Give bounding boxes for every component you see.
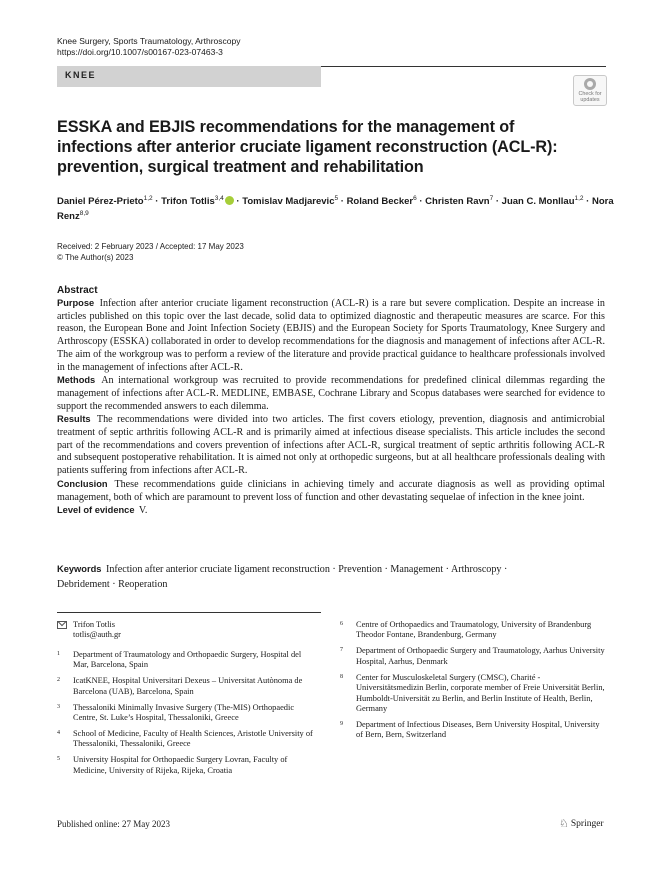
author-name: Trifon Totlis <box>161 196 215 207</box>
abstract-text: The recommendations were divided into two articles. The first covers etiology, prevention, diagnosis and antimicrobial treatment of septic arthritis following ACL-R and is primarily aimed at infectious disease specialists. This article includes the second part of the recommendations and covers prevention of infections after ACL-R, surgical treatment of septic arthritis following ACL-R and subsequent postoperative rehabilitation. It is aimed not only at orthopedic surgeons, but at all healthcare professionals dealing with patients suffering from infections after ACL-R. <box>57 414 606 477</box>
affiliation-number: 9 <box>340 721 343 728</box>
affiliation-number: 3 <box>57 703 60 710</box>
author-name: Daniel Pérez-Prieto <box>57 196 144 207</box>
section-divider <box>321 66 606 67</box>
affiliation <box>340 646 608 667</box>
affiliation-number: 8 <box>340 673 343 680</box>
abstract-label: Conclusion <box>57 478 108 489</box>
article-title: ESSKA and EBJIS recommendations for the management of infections after anterior cruciate ligament reconstruction (ACL-R): prevention, surgical treatment and rehabilitation <box>57 118 558 177</box>
abstract-text: These recommendations guide clinicians in achieving timely and accurate diagnosis as well as providing optimal management, both of which are paramount to prevent loss of function and other devastating sequelae of infection in the knee joint. <box>57 478 605 503</box>
abstract-label: Level of evidence <box>57 505 135 516</box>
affiliation-number: 6 <box>340 621 343 627</box>
corresponding-email[interactable]: totlis@auth.gr <box>73 630 121 640</box>
orcid-icon[interactable] <box>225 196 234 205</box>
author-affiliation-marker: 6 <box>413 195 417 202</box>
affiliation-text: University Hospital for Orthopaedic Surgery Lovran, Faculty of Medicine, University of Rijeka, Rijeka, Croatia <box>73 755 288 775</box>
affiliation <box>57 729 317 750</box>
author-list <box>57 194 617 224</box>
corresponding-author: Trifon Totlis <box>73 620 115 629</box>
author[interactable] <box>425 196 493 207</box>
author-separator: · <box>152 196 162 207</box>
footnotes-right <box>340 620 608 746</box>
author-name: Christen Ravn <box>425 196 490 207</box>
affiliation-number: 7 <box>340 647 343 654</box>
keywords <box>57 562 547 592</box>
affiliation-number: 5 <box>57 756 60 763</box>
keywords-label: Keywords <box>57 564 102 574</box>
abstract-text: An international workgroup was recruited to provide recommendations for predefined clinical dilemmas regarding the management of infections after ACL-R. MEDLINE, EMBASE, Cochrane Library and Scopus databases were searched for evidence to support the recommended answers to each dilemma. <box>57 375 605 412</box>
correspondence <box>57 620 317 641</box>
author[interactable] <box>161 196 234 207</box>
affiliation <box>57 676 317 697</box>
footnote-divider <box>57 612 321 613</box>
abstract-purpose <box>57 297 605 374</box>
journal-name: Knee Surgery, Sports Traumatology, Arthroscopy <box>57 36 241 46</box>
affiliation-number: 1 <box>57 650 60 657</box>
affiliation-text: Thessaloniki Minimally Invasive Surgery (The-MIS) Orthopaedic Centre, St. Luke’s Hospital, Thessaloniki, Greece <box>73 702 295 723</box>
abstract-heading: Abstract <box>57 285 98 296</box>
affiliation-text: IcatKNEE, Hospital Universitari Dexeus – Universitat Autònoma de Barcelona (UAB), Barcelona, Spain <box>73 676 303 696</box>
author-separator: · <box>233 196 243 207</box>
author-separator: · <box>338 196 347 207</box>
author-name: Juan C. Monllau <box>501 196 575 207</box>
affiliation <box>57 755 317 776</box>
envelope-icon <box>57 621 67 629</box>
check-updates-label: Check for updates <box>578 91 602 103</box>
abstract-body <box>57 297 605 518</box>
affiliation-text: Department of Orthopaedic Surgery and Traumatology, Aarhus University Hospital, Aarhus, Denmark <box>356 646 605 666</box>
affiliation-text: Centre of Orthopaedics and Traumatology, University of Brandenburg Theodor Fontane, Brandenburg, Germany <box>356 620 592 640</box>
abstract-text: Infection after anterior cruciate ligament reconstruction (ACL-R) is a rare but severe complication. Despite an increase in articles published on this topic over the last decade, solid data to optimized diagnostic and therapeutic measures are scarce. For this reason, the European Bone and Joint Infection Society (EBJIS) and the European Society for Sports Traumatology, Knee Surgery and Arthroscopy (ESSKA) collaborated in order to develop recommendations for the diagnosis and management of infections after ACL-R. The aim of the workgroup was to perform a review of the literature and provide practical guidance to healthcare professionals involved in the management of infections after ACL-R. <box>57 298 605 373</box>
affiliation <box>340 720 608 741</box>
author-affiliation-marker: 7 <box>489 195 494 202</box>
abstract-results <box>57 413 605 478</box>
section-bar <box>57 66 321 87</box>
author-separator: · <box>493 196 502 207</box>
author-separator: · <box>583 196 592 207</box>
journal-header <box>57 36 240 58</box>
author-affiliation-marker: 3,4 <box>214 195 224 202</box>
affiliation-text: Department of Traumatology and Orthopaedic Surgery, Hospital del Mar, Barcelona, Spain <box>73 649 302 670</box>
author-affiliation-marker: 1,2 <box>143 195 153 202</box>
author-name: Nora Renz <box>57 196 614 222</box>
author-affiliation-marker: 8,9 <box>79 210 89 217</box>
abstract-text: V. <box>138 505 148 517</box>
publisher-name: Springer <box>570 819 604 829</box>
affiliation <box>340 673 608 715</box>
affiliation-text: Center for Musculoskeletal Surgery (CMSC), Charité - Universitätsmedizin Berlin, corporate member of Freie Universität Berlin, Humboldt-Universität zu Berlin, and Berlin Institute of Health, Berlin, Germany <box>356 672 605 714</box>
affiliations-left <box>57 650 317 776</box>
section-label: KNEE <box>65 70 97 80</box>
published-date: Published online: 27 May 2023 <box>57 819 170 829</box>
article-dates <box>57 242 244 263</box>
affiliation-text: Department of Infectious Diseases, Bern University Hospital, University of Bern, Bern, Switzerland <box>356 720 600 740</box>
author[interactable] <box>502 196 584 207</box>
keywords-text: Infection after anterior cruciate ligament reconstruction · Prevention · Management · Arthroscopy · Debridement · Reoperation <box>57 564 508 590</box>
copyright-line: © The Author(s) 2023 <box>57 252 134 262</box>
publisher <box>559 819 604 829</box>
abstract-label: Methods <box>57 375 96 386</box>
abstract-methods <box>57 374 605 413</box>
check-for-updates-button[interactable] <box>573 75 607 106</box>
doi-link[interactable]: https://doi.org/10.1007/s00167-023-07463-3 <box>57 47 223 57</box>
author[interactable] <box>242 196 338 207</box>
author-affiliation-marker: 1,2 <box>574 195 584 202</box>
affiliations-right <box>340 620 608 741</box>
author[interactable] <box>347 196 417 207</box>
author-name: Roland Becker <box>346 196 414 207</box>
abstract-level-of-evidence <box>57 504 605 518</box>
affiliation-number: 2 <box>57 677 60 684</box>
author-affiliation-marker: 5 <box>334 195 339 202</box>
affiliation <box>340 620 608 641</box>
author[interactable] <box>57 196 153 207</box>
abstract-label: Results <box>57 414 91 425</box>
affiliation <box>57 650 317 671</box>
affiliation-number: 4 <box>57 730 60 737</box>
abstract-label: Purpose <box>57 298 95 308</box>
affiliation-text: School of Medicine, Faculty of Health Sciences, Aristotle University of Thessaloniki, Thessaloniki, Greece <box>73 729 313 749</box>
received-accepted-dates: Received: 2 February 2023 / Accepted: 17 May 2023 <box>57 242 244 251</box>
abstract-conclusion <box>57 478 605 504</box>
springer-horse-icon: ♘ <box>559 818 569 830</box>
author-separator: · <box>416 196 426 207</box>
affiliation <box>57 703 317 724</box>
footnotes-left <box>57 620 317 782</box>
check-updates-icon <box>584 78 596 90</box>
author-name: Tomislav Madjarevic <box>242 196 335 207</box>
